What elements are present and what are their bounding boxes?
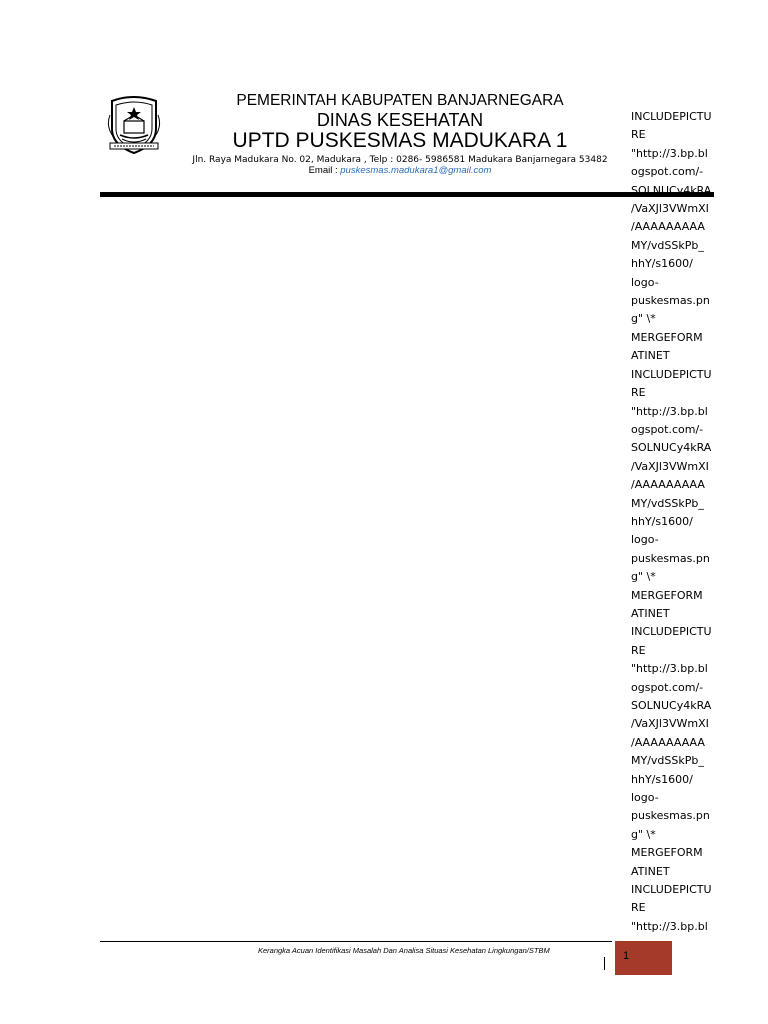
field-code-line: "http://3.bp.bl [631,919,708,933]
field-code-line: logo- [631,533,659,547]
regency-crest-icon [106,95,162,155]
field-code-line: RE [631,901,646,915]
field-code-line: hhY/s1600/ [631,772,693,786]
field-code-line: puskesmas.pn [631,809,710,823]
email-link[interactable]: puskesmas.madukara1@gmail.com [340,165,492,176]
field-code-line: SOLNUCy4kRA [631,699,712,712]
field-code-line: RE [631,643,646,657]
field-code-line: /AAAAAAAAA [631,220,705,234]
field-code-line: MY/vdSSkPb_ [631,496,704,510]
field-code-line: /AAAAAAAAA [631,478,705,492]
field-code-line: INCLUDEPICTU [631,625,712,639]
header-email [180,165,620,176]
email-label: Email : [308,165,338,176]
header-department: DINAS KESEHATAN [316,110,484,130]
field-code-line: "http://3.bp.bl [631,662,708,676]
page-number: 1 [623,950,630,962]
field-code-line: logo- [631,275,659,289]
header-government: PEMERINTAH KABUPATEN BANJARNEGARA [236,92,564,109]
field-code-line: "http://3.bp.bl [631,404,708,418]
field-code-line: ATINET [631,349,670,363]
field-code-line: MY/vdSSkPb_ [631,754,704,768]
field-code-line: ogspot.com/- [631,165,704,179]
field-code-line: g" \* [631,827,656,841]
field-code-line: /VaXJl3VWmXI [631,717,709,731]
field-code-line: ATINET [631,864,670,878]
field-code-line: RE [631,128,646,142]
field-code-line: MERGEFORM [631,846,703,860]
field-code-line: SOLNUCy4kRA [631,441,712,455]
field-code-line: /VaXJl3VWmXI [631,459,709,473]
field-code-line: hhY/s1600/ [631,257,693,271]
field-code-line: MERGEFORM [631,588,703,602]
footer-separator [604,957,605,970]
field-code-line: ogspot.com/- [631,422,704,436]
field-code-line: INCLUDEPICTU [631,883,712,897]
field-code-line: MERGEFORM [631,330,703,344]
footer-title: Kerangka Acuan Identifikasi Masalah Dan Analisa Situasi Kesehatan Lingkungan/STBM [258,946,550,955]
page-number-box [615,941,672,975]
field-code-line: logo- [631,791,659,805]
header-divider [100,192,714,197]
header-puskesmas: UPTD PUSKESMAS MADUKARA 1 [232,129,568,152]
field-code-line: INCLUDEPICTU [631,367,712,381]
field-code-line: g" \* [631,312,656,326]
field-code-line: puskesmas.pn [631,294,710,308]
field-code-text-column [631,108,741,938]
field-code-line: g" \* [631,570,656,584]
field-code-line: SOLNUCy4kRA [631,183,712,197]
field-code-line: puskesmas.pn [631,551,710,565]
field-code-line: INCLUDEPICTU [631,110,712,123]
header-address: Jln. Raya Madukara No. 02, Madukara , Telp : 0286- 5986581 Madukara Banjarnegara 53482 [192,155,608,165]
field-code-line: ATINET [631,606,670,620]
field-code-line: ogspot.com/- [631,680,704,694]
field-code-line: /VaXJl3VWmXI [631,202,709,216]
field-code-line: /AAAAAAAAA [631,735,705,749]
field-code-line: "http://3.bp.bl [631,146,708,160]
field-code-line: MY/vdSSkPb_ [631,238,704,252]
field-code-line: hhY/s1600/ [631,514,693,528]
footer-divider [100,941,612,942]
field-code-line: RE [631,386,646,400]
